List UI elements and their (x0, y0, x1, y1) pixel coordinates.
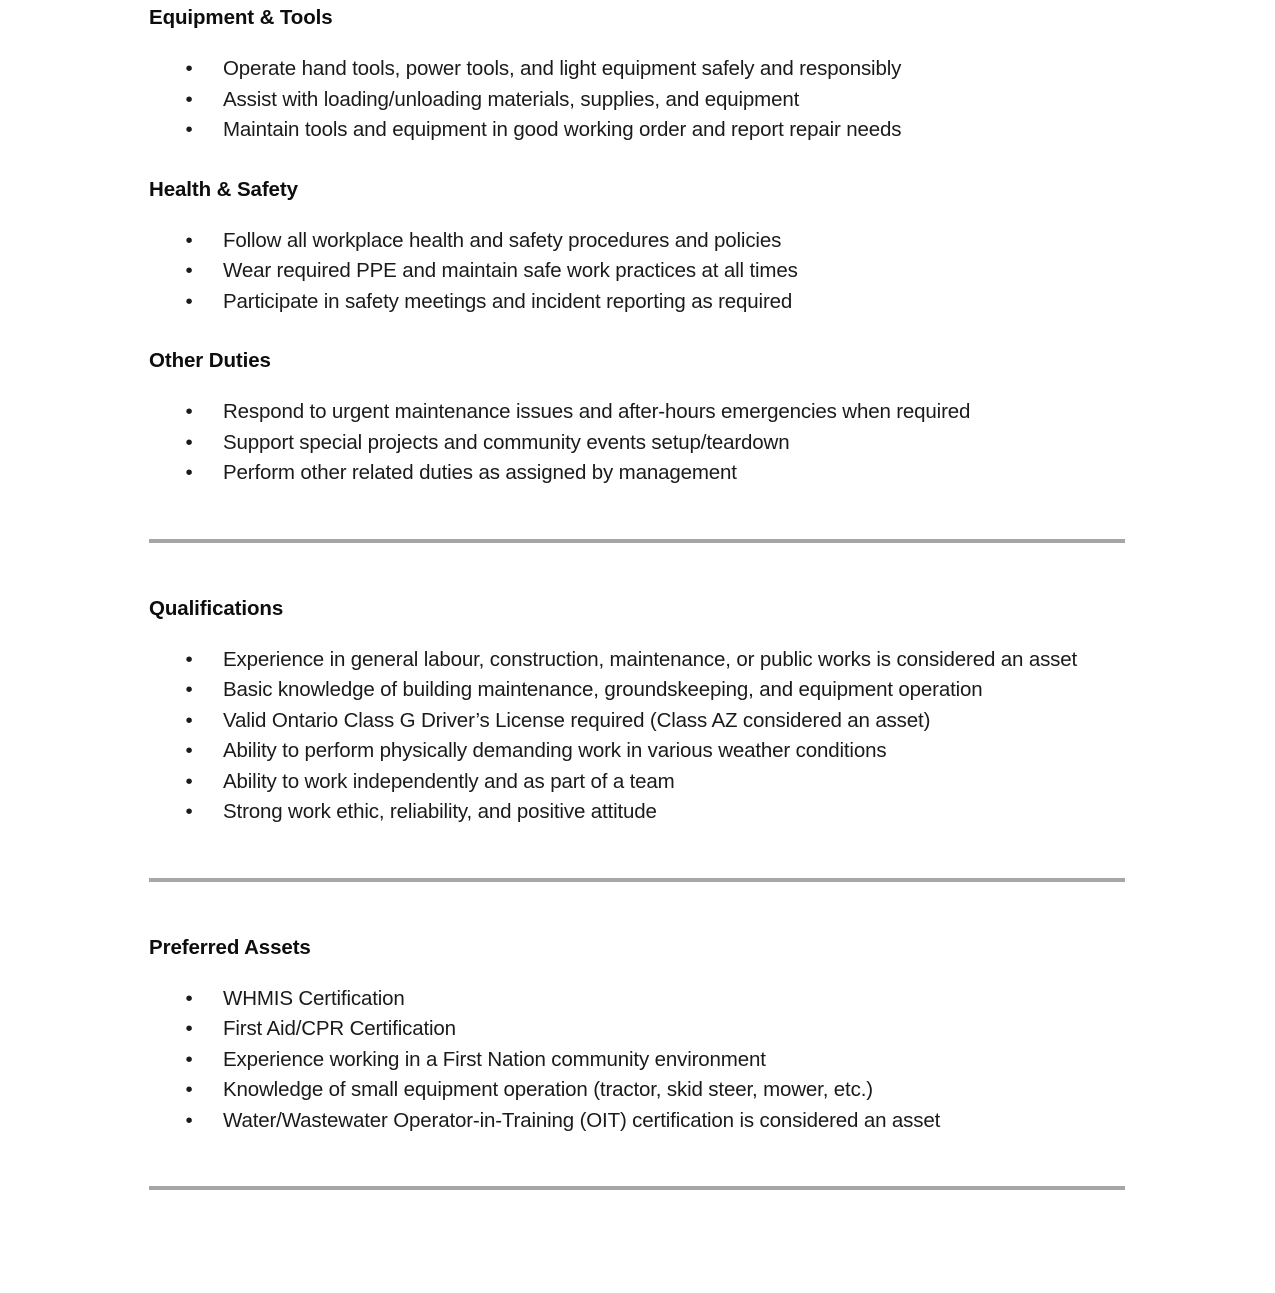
bullet-list-preferred-assets (149, 984, 1125, 1137)
list-item (149, 1014, 1125, 1045)
list-item (149, 54, 1125, 85)
heading-spacer (149, 32, 1125, 54)
bullet-icon: • (185, 1017, 193, 1040)
list-item (149, 115, 1125, 146)
section-spacer (149, 317, 1125, 347)
list-item-text: Strong work ethic, reliability, and positive attitude (223, 800, 657, 823)
heading-spacer (149, 204, 1125, 226)
bullet-icon: • (185, 800, 193, 823)
bullet-icon: • (185, 647, 193, 671)
section-equipment-tools (149, 4, 1125, 146)
list-item (149, 458, 1125, 489)
list-item-text: Respond to urgent maintenance issues and after-hours emergencies when required (223, 400, 971, 423)
list-item-text: Operate hand tools, power tools, and light equipment safely and responsibly (223, 57, 902, 80)
list-item (149, 256, 1125, 287)
section-heading-health-safety: Health & Safety (149, 177, 298, 201)
bullet-icon: • (185, 1108, 193, 1132)
list-item (149, 1045, 1125, 1076)
section-preferred-assets (149, 934, 1125, 1137)
divider-spacer-bottom (149, 882, 1125, 934)
list-item (149, 226, 1125, 257)
bullet-icon: • (185, 259, 193, 282)
divider-spacer-bottom (149, 543, 1125, 595)
section-heading-qualifications: Qualifications (149, 596, 284, 620)
section-heading-preferred-assets: Preferred Assets (149, 935, 311, 959)
bullet-icon: • (185, 1047, 193, 1071)
heading-spacer (149, 962, 1125, 984)
list-item (149, 767, 1125, 798)
list-item-text: Wear required PPE and maintain safe work practices at all times (223, 259, 798, 282)
section-heading-equipment-tools: Equipment & Tools (149, 6, 333, 29)
list-item (149, 797, 1125, 828)
list-item-text: Knowledge of small equipment operation (tractor, skid steer, mower, etc.) (223, 1078, 873, 1101)
bullet-list-equipment-tools (149, 54, 1125, 146)
list-item-text: Participate in safety meetings and incident reporting as required (223, 289, 793, 313)
section-health-safety (149, 176, 1125, 318)
list-item-text: Assist with loading/unloading materials, supplies, and equipment (223, 87, 800, 111)
list-item-text: Experience working in a First Nation community environment (223, 1047, 766, 1071)
list-item-text: Basic knowledge of building maintenance, groundskeeping, and equipment operation (223, 678, 983, 701)
heading-spacer (149, 623, 1125, 645)
bullet-icon: • (185, 1078, 193, 1101)
list-item (149, 1075, 1125, 1106)
section-divider (149, 1186, 1125, 1190)
list-item (149, 984, 1125, 1015)
bullet-icon: • (185, 461, 193, 484)
bullet-list-health-safety (149, 226, 1125, 318)
divider-spacer-top (149, 828, 1125, 878)
section-spacer (149, 146, 1125, 176)
list-item (149, 645, 1125, 676)
list-item (149, 706, 1125, 737)
bullet-icon: • (185, 769, 193, 793)
bullet-icon: • (185, 118, 193, 141)
list-item-text: Perform other related duties as assigned by management (223, 461, 737, 484)
list-item (149, 1106, 1125, 1137)
bullet-icon: • (185, 228, 193, 252)
bullet-icon: • (185, 400, 193, 423)
list-item-text: Valid Ontario Class G Driver’s License required (Class AZ considered an asset) (223, 708, 931, 732)
bullet-list-other-duties (149, 397, 1125, 489)
section-heading-other-duties: Other Duties (149, 349, 271, 372)
bullet-icon: • (185, 986, 193, 1010)
list-item (149, 428, 1125, 459)
section-other-duties (149, 347, 1125, 489)
list-item (149, 736, 1125, 767)
list-item-text: First Aid/CPR Certification (223, 1017, 456, 1040)
list-item-text: Support special projects and community events setup/teardown (223, 430, 790, 454)
heading-spacer (149, 375, 1125, 397)
list-item (149, 675, 1125, 706)
list-item (149, 397, 1125, 428)
list-item-text: Follow all workplace health and safety procedures and policies (223, 228, 782, 252)
divider-spacer-top (149, 489, 1125, 539)
list-item (149, 85, 1125, 116)
list-item (149, 287, 1125, 318)
bullet-icon: • (185, 430, 193, 454)
list-item-text: Ability to perform physically demanding work in various weather conditions (223, 739, 887, 762)
bullet-icon: • (185, 739, 193, 762)
list-item-text: Experience in general labour, construction, maintenance, or public works is considered an asset (223, 647, 1078, 671)
bullet-icon: • (185, 57, 193, 80)
list-item-text: WHMIS Certification (223, 986, 405, 1010)
bullet-icon: • (185, 289, 193, 313)
list-item-text: Water/Wastewater Operator-in-Training (OIT) certification is considered an asset (223, 1108, 941, 1132)
list-item-text: Ability to work independently and as part of a team (223, 769, 675, 793)
list-item-text: Maintain tools and equipment in good working order and report repair needs (223, 118, 902, 141)
bullet-list-qualifications (149, 645, 1125, 828)
section-qualifications (149, 595, 1125, 828)
bullet-icon: • (185, 678, 193, 701)
divider-spacer-top (149, 1136, 1125, 1186)
bullet-icon: • (185, 708, 193, 732)
bullet-icon: • (185, 87, 193, 111)
